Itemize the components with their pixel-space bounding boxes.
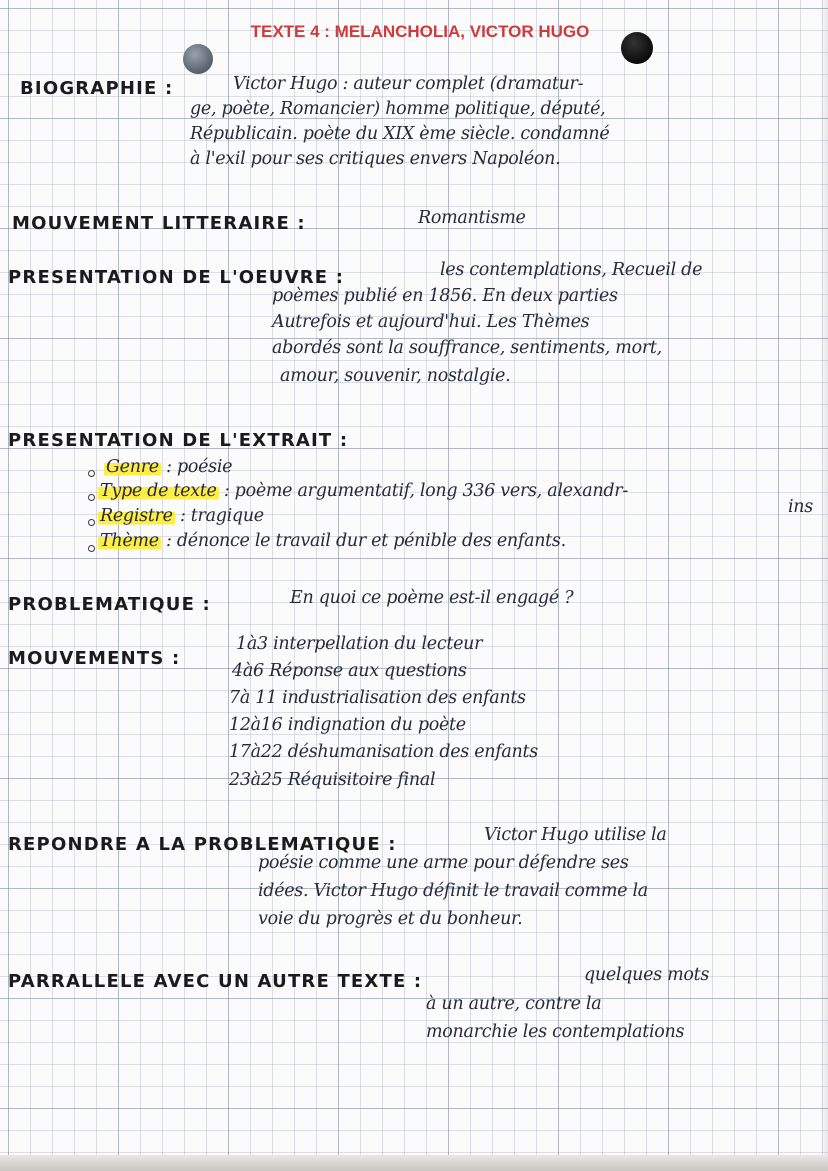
repondre-line: Victor Hugo utilise la (484, 825, 667, 845)
page-title: TEXTE 4 : MELANCHOLIA, VICTOR HUGO (250, 22, 590, 41)
extrait-text: : dénonce le travail dur et pénible des enfants. (166, 531, 566, 551)
extrait-item-genre (104, 457, 232, 477)
extrait-item-registre (98, 506, 264, 526)
parallele-line: à un autre, contre la (426, 994, 602, 1014)
oeuvre-line: amour, souvenir, nostalgie. (280, 366, 511, 386)
extrait-item-type (98, 481, 628, 501)
parallele-line: monarchie les contemplations (426, 1022, 685, 1042)
mouvements-line: 4à6 Réponse aux questions (232, 661, 467, 681)
problematique-heading: PROBLEMATIQUE : (8, 594, 211, 615)
extrait-item-theme (98, 531, 566, 551)
biographie-line: Républicain. poète du XIX ème siècle. condamné (190, 124, 610, 144)
bullet-icon (88, 545, 95, 552)
mouvements-line: 1à3 interpellation du lecteur (236, 634, 483, 654)
mouvement-value: Romantisme (418, 208, 526, 228)
parallele-heading: PARRALLELE AVEC UN AUTRE TEXTE : (8, 971, 423, 992)
extrait-text: : poésie (166, 457, 233, 477)
extrait-label: Thème (100, 531, 159, 551)
mouvements-line: 12à16 indignation du poète (229, 715, 466, 735)
extrait-label: Type de texte (100, 481, 217, 501)
repondre-heading: REPONDRE A LA PROBLEMATIQUE : (8, 834, 397, 855)
extrait-continuation: ins (788, 497, 813, 517)
page-edge-shadow (820, 0, 828, 1171)
extrait-label: Genre (106, 457, 159, 477)
extrait-text: : poème argumentatif, long 336 vers, alexandr- (223, 481, 628, 501)
repondre-line: idées. Victor Hugo définit le travail comme la (258, 881, 648, 901)
oeuvre-line: les contemplations, Recueil de (440, 260, 703, 280)
biographie-line: ge, poète, Romancier) homme politique, député, (190, 99, 606, 119)
extrait-text: : tragique (179, 506, 264, 526)
bullet-icon (88, 494, 95, 501)
presentation-oeuvre-heading: PRESENTATION DE L'OEUVRE : (8, 267, 345, 288)
page-bottom-edge (0, 1155, 828, 1171)
parallele-line: quelques mots (584, 965, 710, 985)
mouvements-heading: MOUVEMENTS : (8, 648, 181, 669)
mouvements-line: 23à25 Réquisitoire final (229, 770, 436, 790)
mouvements-line: 17à22 déshumanisation des enfants (229, 742, 538, 762)
oeuvre-line: abordés sont la souffrance, sentiments, mort, (272, 338, 662, 358)
biographie-line: Victor Hugo : auteur complet (dramatur- (233, 74, 584, 94)
biographie-heading: BIOGRAPHIE : (20, 78, 174, 99)
repondre-line: voie du progrès et du bonheur. (258, 909, 523, 929)
oeuvre-line: poèmes publié en 1856. En deux parties (272, 286, 618, 306)
bullet-icon (88, 519, 95, 526)
biographie-line: à l'exil pour ses critiques envers Napoléon. (190, 149, 561, 169)
mouvement-heading: MOUVEMENT LITTERAIRE : (12, 213, 306, 234)
problematique-value: En quoi ce poème est-il engagé ? (290, 588, 574, 608)
extrait-label: Registre (100, 506, 173, 526)
bullet-icon (88, 470, 95, 477)
oeuvre-line: Autrefois et aujourd'hui. Les Thèmes (272, 312, 590, 332)
presentation-extrait-heading: PRESENTATION DE L'EXTRAIT : (8, 430, 349, 451)
punch-hole-right (621, 32, 653, 64)
mouvements-line: 7à 11 industrialisation des enfants (229, 688, 526, 708)
punch-hole-left (183, 44, 213, 74)
repondre-line: poésie comme une arme pour défendre ses (258, 853, 629, 873)
